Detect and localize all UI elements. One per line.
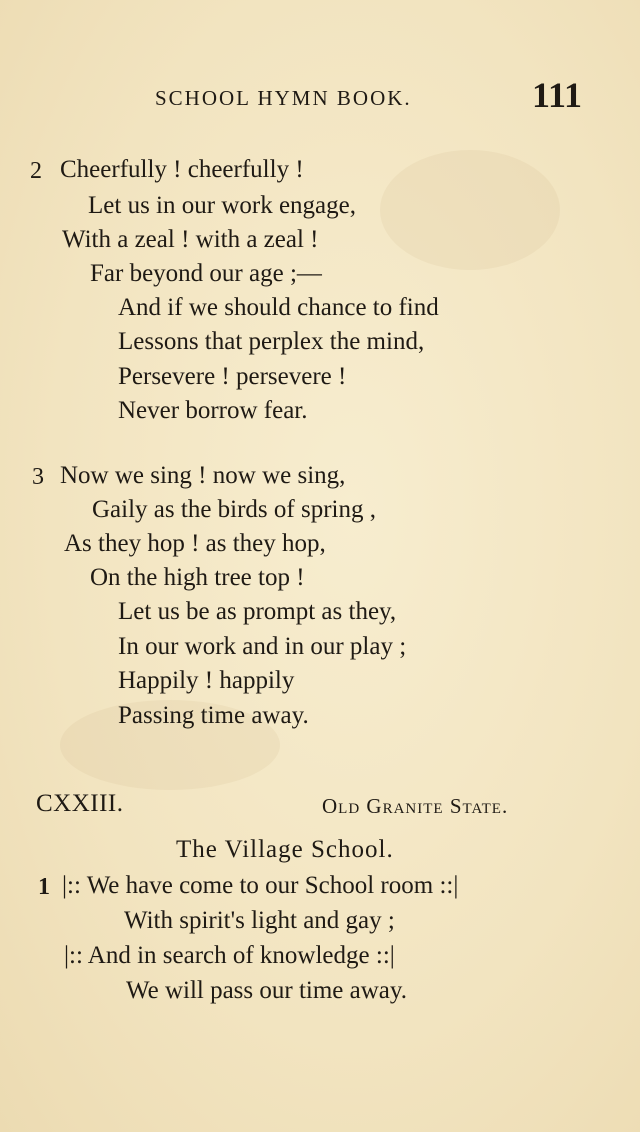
page-number: 111 [532, 75, 583, 115]
stanza-number: 3 [32, 464, 44, 490]
hymn-number: CXXIII. [36, 790, 124, 817]
verse-line: We will pass our time away. [126, 977, 408, 1004]
verse-line: On the high tree top ! [90, 564, 305, 591]
verse-line: Let us be as prompt as they, [118, 598, 397, 625]
verse-line: Persevere ! persevere ! [118, 363, 347, 390]
verse-line: Cheerfully ! cheerfully ! [60, 156, 304, 183]
verse-line: Passing time away. [118, 702, 309, 729]
verse-line: As they hop ! as they hop, [64, 530, 326, 557]
verse-line: Happily ! happily [118, 667, 295, 694]
verse-line: Never borrow fear. [118, 397, 308, 424]
verse-line: And if we should chance to find [118, 294, 439, 321]
verse-line: Far beyond our age ;— [90, 260, 322, 287]
paper-stain [380, 150, 560, 270]
verse-line: With a zeal ! with a zeal ! [62, 226, 319, 253]
stanza-number: 2 [30, 158, 42, 184]
verse-line: |:: We have come to our School room ::| [62, 872, 459, 899]
verse-line: In our work and in our play ; [118, 633, 407, 660]
tune-name: Old Granite State. [322, 794, 509, 818]
verse-line: Now we sing ! now we sing, [60, 462, 346, 489]
verse-line: Gaily as the birds of spring , [92, 496, 376, 523]
running-head: SCHOOL HYMN BOOK. [155, 86, 412, 110]
verse-line: |:: And in search of knowledge ::| [64, 942, 395, 969]
verse-line: With spirit's light and gay ; [124, 907, 395, 934]
hymn-title: The Village School. [176, 836, 394, 863]
verse-line: Lessons that perplex the mind, [118, 328, 425, 355]
verse-line: Let us in our work engage, [88, 192, 356, 219]
stanza-number: 1 [38, 874, 50, 900]
